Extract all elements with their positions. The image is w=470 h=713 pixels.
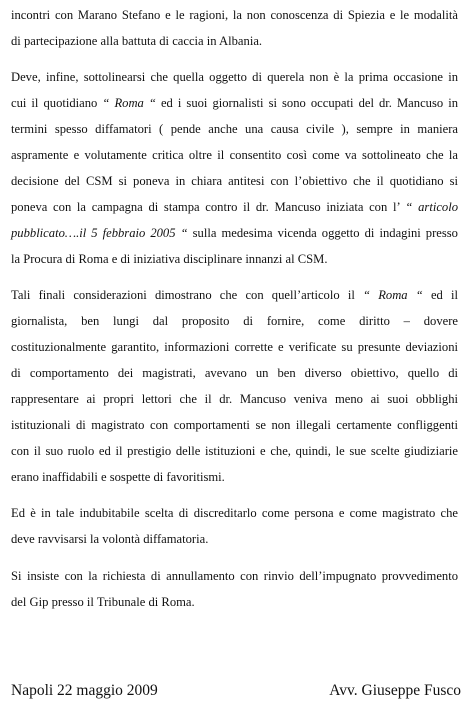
text-line — [11, 506, 458, 520]
italic-text-run: “ articolo — [405, 200, 458, 214]
text-run: del Gip presso il Tribunale di Roma. — [11, 595, 195, 609]
text-line — [11, 444, 458, 458]
text-run: poneva con la campagna di stampa contro il dr. Mancuso iniziata con l’ — [11, 200, 406, 214]
text-line — [11, 226, 458, 240]
text-line — [11, 340, 458, 354]
text-line — [11, 470, 458, 484]
text-run: Ed è in tale indubitabile scelta di discreditarlo come persona e come magistrato che — [11, 506, 458, 520]
text-line — [11, 122, 458, 136]
italic-text-run: pubblicato….il 5 febbraio 2005 “ — [11, 226, 188, 240]
signature: Avv. Giuseppe Fusco — [329, 682, 461, 699]
place-and-date: Napoli 22 maggio 2009 — [11, 682, 158, 699]
text-run: con il suo ruolo ed il prestigio delle istituzioni e che, quindi, le sue scelte giudiziarie — [11, 444, 458, 458]
text-run: erano inaffidabili e sospette di favoritismi. — [11, 470, 225, 484]
text-line — [11, 569, 458, 583]
text-run: Deve, infine, sottolinearsi che quella oggetto di querela non è la prima occasione in — [11, 70, 458, 84]
text-run: cui il quotidiano — [11, 96, 103, 110]
text-line — [11, 34, 458, 48]
text-run: Tali finali considerazioni dimostrano che con quell’articolo il — [11, 288, 364, 302]
text-run: termini spesso diffamatori ( pende anche una causa civile ), sempre in maniera — [11, 122, 458, 136]
text-run: ed i suoi giornalisti si sono occupati del dr. Mancuso in — [155, 96, 458, 110]
text-run: sulla medesima vicenda oggetto di indagini presso — [187, 226, 458, 240]
text-run: ed il — [422, 288, 459, 302]
text-line — [11, 288, 458, 302]
text-run: di partecipazione alla battuta di caccia in Albania. — [11, 34, 263, 48]
text-line — [11, 8, 458, 22]
text-run: Si insiste con la richiesta di annullamento con rinvio dell’impugnato provvedimento — [11, 569, 458, 583]
text-line — [11, 96, 458, 110]
text-run: rappresentare ai propri lettori che il dr. Mancuso veniva meno ai suoi obblighi — [11, 392, 458, 406]
text-line — [11, 532, 458, 546]
text-run: istituzionali di magistrato con comportamenti se non illegali certamente confliggenti — [11, 418, 458, 432]
text-line — [11, 314, 458, 328]
text-line — [11, 392, 458, 406]
text-run: la Procura di Roma e di iniziativa disciplinare innanzi al CSM. — [11, 252, 328, 266]
text-line — [11, 595, 458, 609]
italic-text-run: “ Roma “ — [102, 96, 156, 110]
text-line — [11, 200, 458, 214]
text-run: deve ravvisarsi la volontà diffamatoria. — [11, 532, 209, 546]
text-line — [11, 70, 458, 84]
text-run: decisione del CSM si poneva in chiara antitesi con l’obiettivo che il quotidiano si — [11, 174, 458, 188]
text-run: di comportamento dei magistrati, avevano un ben diverso obiettivo, quello di — [11, 366, 458, 380]
text-run: giornalista, ben lungi dal proposito di fornire, come diritto – dovere — [11, 314, 458, 328]
text-line — [11, 148, 458, 162]
text-line — [11, 252, 458, 266]
text-run: aspramente e volutamente critica oltre il consentito così come va sottolineato che la — [11, 148, 458, 162]
text-line — [11, 174, 458, 188]
text-run: incontri con Marano Stefano e le ragioni, la non conoscenza di Spiezia e le modalità — [11, 8, 458, 22]
text-line — [11, 418, 458, 432]
text-line — [11, 366, 458, 380]
text-run: costituzionalmente garantito, informazioni corrette e verificate su presunte deviazioni — [11, 340, 458, 354]
italic-text-run: “ Roma “ — [363, 288, 423, 302]
